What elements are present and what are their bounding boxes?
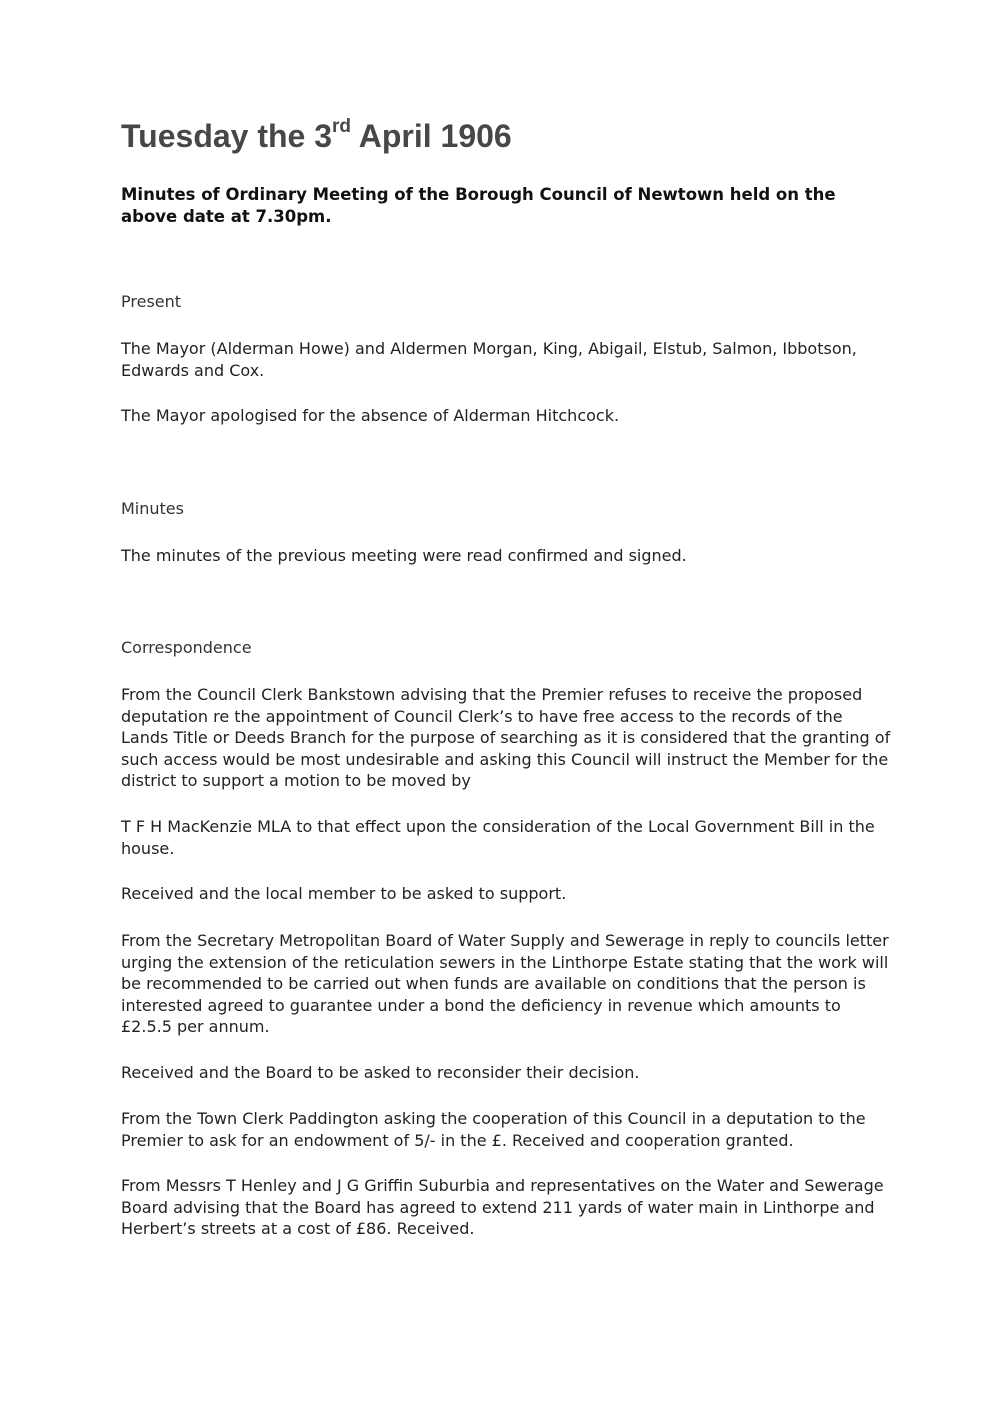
apology-text: The Mayor apologised for the absence of Alderman Hitchcock. <box>121 406 620 425</box>
correspondence-paragraph: Received and the local member to be asked to support. <box>121 884 567 903</box>
title-suffix: April 1906 <box>351 118 512 154</box>
present-heading: Present <box>121 292 182 311</box>
correspondence-paragraph: Received and the Board to be asked to reconsider their decision. <box>121 1063 640 1082</box>
title-ordinal-suffix: rd <box>332 116 352 138</box>
correspondence-heading: Correspondence <box>121 638 252 657</box>
minutes-text: The minutes of the previous meeting were read confirmed and signed. <box>121 546 687 565</box>
title-prefix: Tuesday the 3 <box>121 118 333 154</box>
correspondence-paragraph: From the Council Clerk Bankstown advising that the Premier refuses to receive the proposed deputation re the appointment of Council Clerk’s to have free access to the records of the Lands Title or Deeds Branch for the purpose of searching as it is considered that the granting of such access would be most undesirable and asking this Council will instruct the Member for the district to support a motion to be moved by <box>121 685 891 790</box>
correspondence-paragraph: From the Secretary Metropolitan Board of Water Supply and Sewerage in reply to councils letter urging the extension of the reticulation sewers in the Linthorpe Estate stating that the work will be recommended to be carried out when funds are available on conditions that the person is interested agreed to guarantee under a bond the deficiency in revenue which amounts to £2.5.5 per annum. <box>121 931 889 1036</box>
present-text: The Mayor (Alderman Howe) and Aldermen Morgan, King, Abigail, Elstub, Salmon, Ibbotson, Edwards and Cox. <box>121 339 857 380</box>
correspondence-paragraph: From the Town Clerk Paddington asking the cooperation of this Council in a deputation to the Premier to ask for an endowment of 5/- in the £. Received and cooperation granted. <box>121 1109 866 1150</box>
correspondence-paragraph: From Messrs T Henley and J G Griffin Suburbia and representatives on the Water and Sewerage Board advising that the Board has agreed to extend 211 yards of water main in Linthorpe and Herbert’s streets at a cost of £86. Received. <box>121 1176 884 1238</box>
page-title <box>121 118 512 155</box>
meeting-subtitle: Minutes of Ordinary Meeting of the Borough Council of Newtown held on the above date at 7.30pm. <box>121 185 836 226</box>
minutes-heading: Minutes <box>121 499 184 518</box>
correspondence-paragraph: T F H MacKenzie MLA to that effect upon the consideration of the Local Government Bill in the house. <box>121 817 875 858</box>
